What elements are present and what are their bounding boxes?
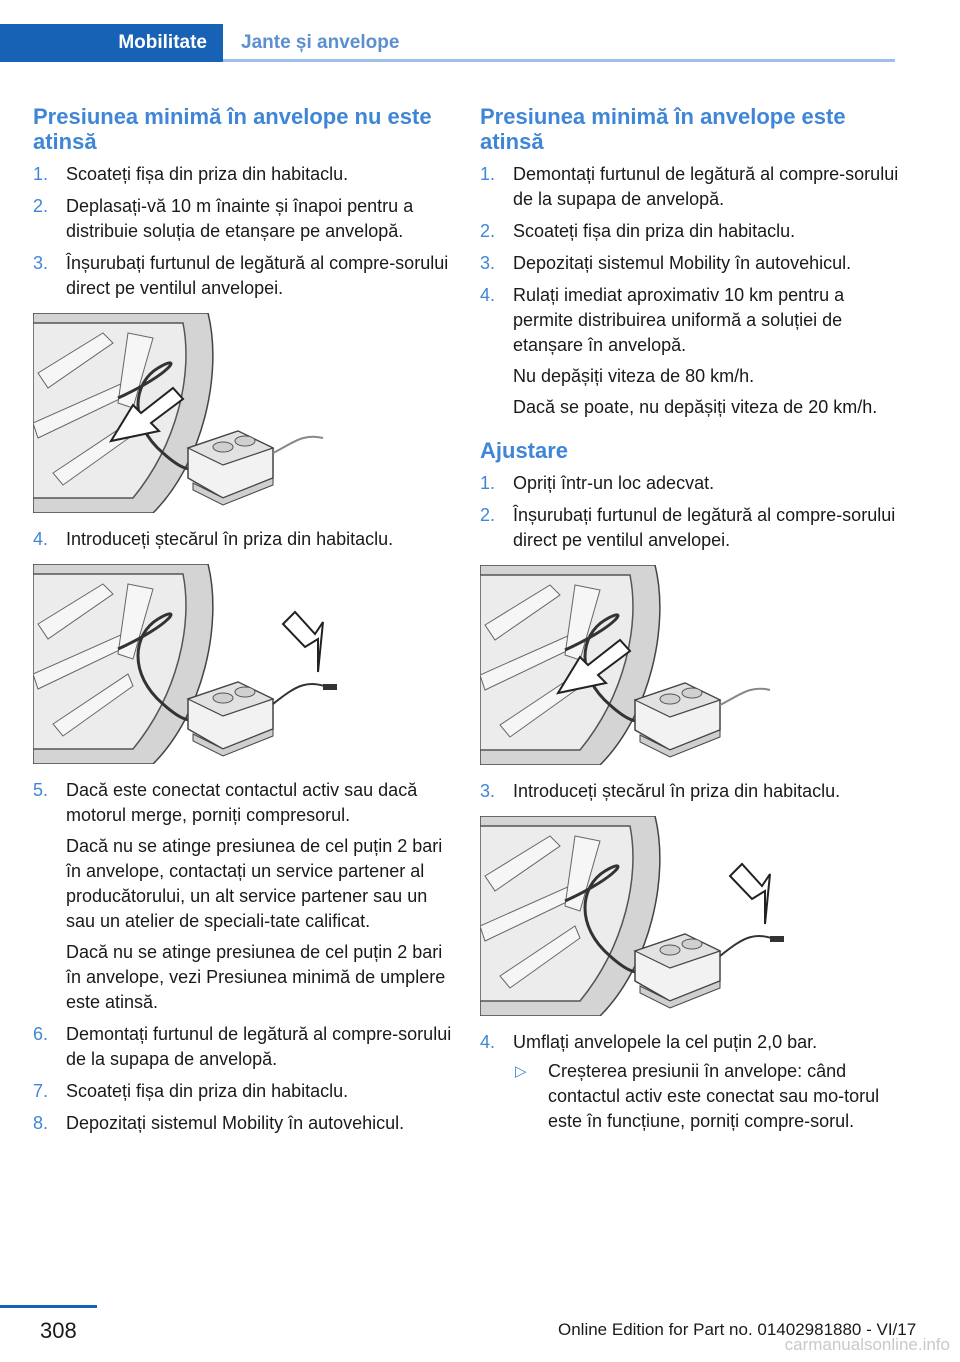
list-item: 1. Demontați furtunul de legătură al compre-sorului de la supapa de anvelopă. xyxy=(480,164,899,209)
left-column xyxy=(33,104,453,1143)
list-item: 2. Deplasați-vă 10 m înainte și înapoi pentru a distribuie soluția de etanșare pe anvelopă. xyxy=(33,196,414,241)
heading-min-pressure-reached: Presiunea minimă în anvelope este atinsă xyxy=(480,104,846,154)
header-rule xyxy=(223,59,895,62)
bullet-item: ▷ Creșterea presiunii în anvelope: când contactul activ este conectat sau mo-torul este în funcțiune, porniți compre-sorul. xyxy=(515,1061,880,1131)
figure-plug-in-socket xyxy=(33,564,338,764)
list-item: 4. Rulați imediat aproximativ 10 km pentru a permite distribuirea uniformă a soluției de etanșare în anvelopă. Nu depășiți viteza de 80 km/h. Dacă se poate, nu depășiți viteza de 20 km/h. xyxy=(480,285,878,417)
figure-hose-to-valve-2 xyxy=(480,565,785,765)
adjust-steps-list-3 xyxy=(480,779,905,804)
heading-min-pressure-not-reached: Presiunea minimă în anvelope nu este atinsă xyxy=(33,104,432,154)
list-item: 2. Scoateți fișa din priza din habitaclu. xyxy=(480,221,796,241)
section-tab[interactable] xyxy=(0,24,223,62)
steps-list-right xyxy=(480,162,905,420)
list-item: 3. Înșurubați furtunul de legătură al compre-sorului direct pe ventilul anvelopei. xyxy=(33,253,449,298)
list-item: 3. Depozitați sistemul Mobility în autovehicul. xyxy=(480,253,852,273)
watermark: carmanualsonline.info xyxy=(784,1335,950,1354)
figure-plug-in-socket-2 xyxy=(480,816,785,1016)
list-item: 2. Înșurubați furtunul de legătură al compre-sorului direct pe ventilul anvelopei. xyxy=(480,505,896,550)
heading-adjust: Ajustare xyxy=(480,438,569,463)
steps-list-a xyxy=(33,162,453,301)
adjust-steps-list-4 xyxy=(480,1030,905,1134)
sub-bullet-list xyxy=(513,1059,905,1134)
page-number: 308 xyxy=(40,1318,77,1343)
adjust-steps-list xyxy=(480,471,905,553)
edition-note: Online Edition for Part no. 01402981880 - VI/17 xyxy=(558,1320,917,1339)
list-item: 7. Scoateți fișa din priza din habitaclu. xyxy=(33,1081,349,1101)
chapter-tab[interactable]: Jante și anvelope xyxy=(241,32,400,53)
list-item: 5. Dacă este conectat contactul activ sau dacă motorul merge, porniți compresorul. Dacă nu se atinge presiunea de cel puțin 2 bari în anvelope, contactați un service partener al producătorului, un alt service partener sau un sau un atelier de speciali-tate calificat. Dacă nu se atinge presiunea de cel puțin 2 bari în anvelope, vezi Presiunea minimă de umplere este atinsă. xyxy=(33,780,446,1012)
triangle-bullet-icon: ▷ xyxy=(515,1063,527,1080)
list-item: 1. Opriți într-un loc adecvat. xyxy=(480,473,715,493)
list-item: 8. Depozitați sistemul Mobility în autovehicul. xyxy=(33,1113,405,1133)
steps-list-4 xyxy=(33,527,453,552)
list-item: 4. Umflați anvelopele la cel puțin 2,0 bar. ▷ Creșterea presiunii în anvelope: când contactul activ este conectat sau mo-torul este în funcțiune, porniți compre-sorul. xyxy=(480,1030,905,1134)
page-header xyxy=(0,24,895,62)
list-item: 4. Introduceți ștecărul în priza din habitaclu. xyxy=(33,529,394,549)
steps-list-5 xyxy=(33,778,453,1136)
figure-hose-to-valve xyxy=(33,313,338,513)
footer-rule xyxy=(0,1305,97,1308)
list-item: 1. Scoateți fișa din priza din habitaclu. xyxy=(33,164,349,184)
list-item: 3. Introduceți ștecărul în priza din habitaclu. xyxy=(480,781,841,801)
list-item: 6. Demontați furtunul de legătură al compre-sorului de la supapa de anvelopă. xyxy=(33,1024,452,1069)
section-label: Mobilitate xyxy=(118,32,207,53)
right-column xyxy=(480,104,905,1141)
